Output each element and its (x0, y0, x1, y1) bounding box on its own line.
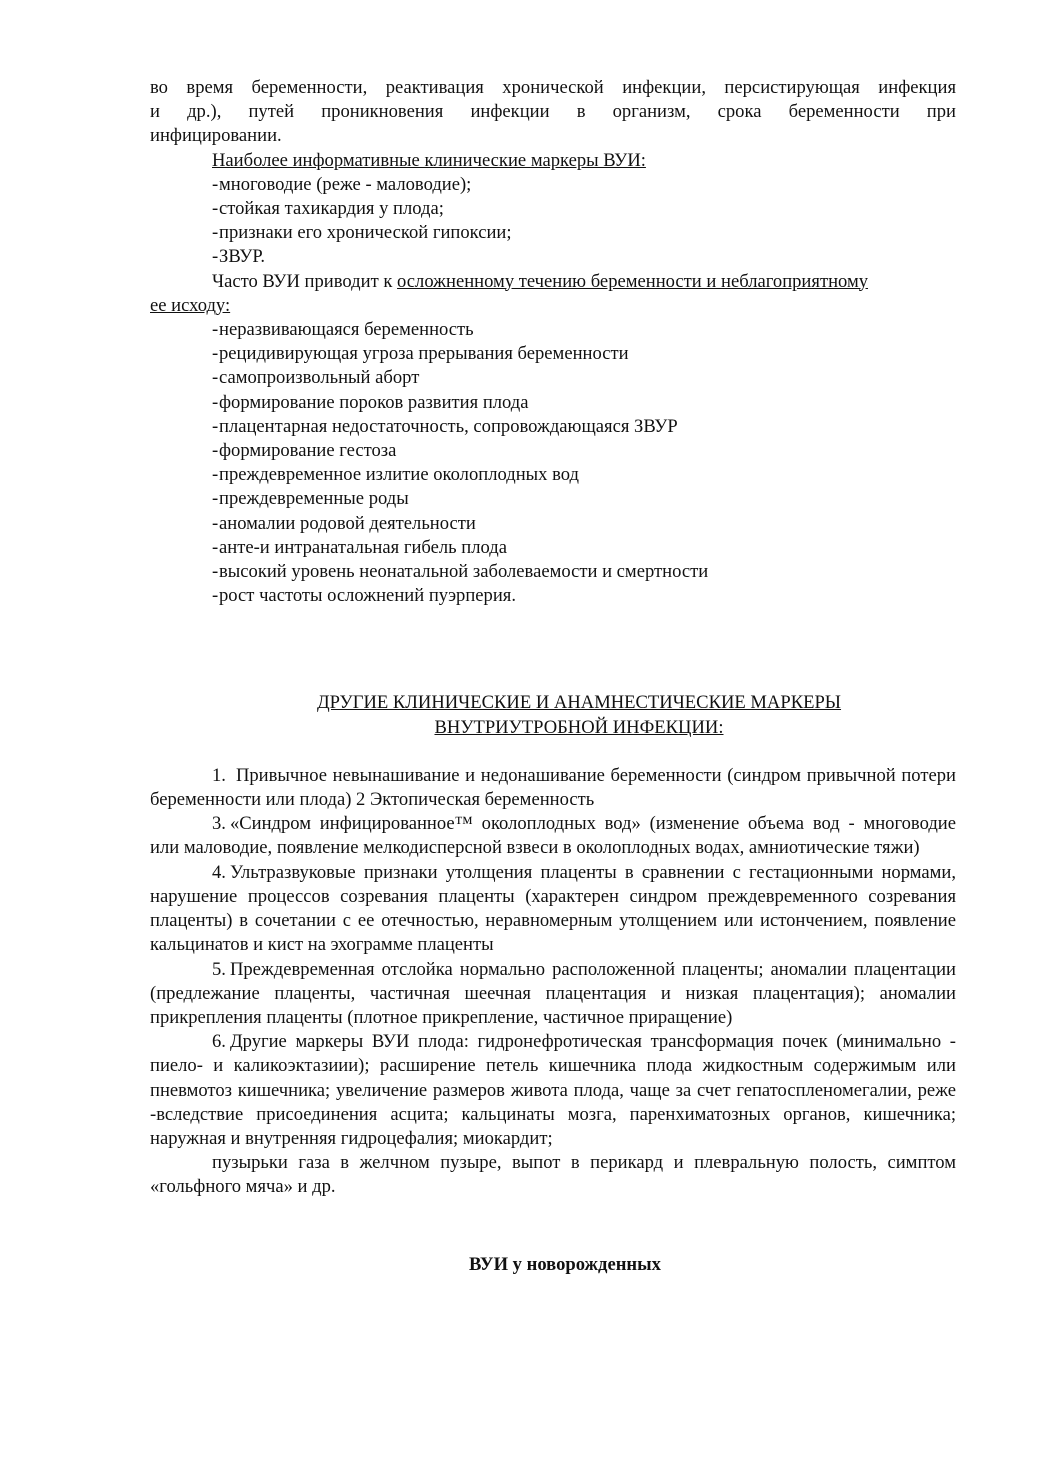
list-item: -стойкая тахикардия у плода; (212, 198, 444, 220)
intro-line (150, 124, 956, 148)
markers-list (150, 173, 956, 270)
list-item: -анте-и интранатальная гибель плода (212, 536, 507, 558)
next-section-heading: ВУИ у новорожденных (469, 1253, 661, 1275)
list-item: -ЗВУР. (212, 246, 266, 268)
list-item: -преждевременное излитие околоплодных вод (212, 464, 579, 486)
intro-line (150, 100, 956, 124)
outcomes-intro: Часто ВУИ приводит к осложненному течению беременности и неблагоприятному (212, 270, 869, 292)
numbered-paragraph: 5. Преждевременная отслойка нормально расположенной плаценты; аномалии плацентации (предлежание плаценты, частичная шеечная плацентация и низкая плацентация); аномалии прикрепления плаценты (плотное прикрепление, частичное приращение) (150, 958, 956, 1028)
numbered-paragraph: 1. Привычное невынашивание и недонашивание беременности (синдром привычной потери беременности или плода) 2 Эктопическая беременность (150, 764, 956, 811)
list-item: -самопроизвольный аборт (212, 367, 420, 389)
markers-title: Наиболее информативные клинические маркеры ВУИ: (212, 149, 646, 171)
outcomes-intro-cont: ее исходу: (150, 294, 231, 316)
intro-text-3: инфицировании. (150, 125, 282, 147)
numbered-paragraph: 6. Другие маркеры ВУИ плода: гидронефротическая трансформация почек (минимально - пиело- и каликоэктазиии); расширение петель кишечника плода жидкостным содержимым или пневмотоз кишечника; увеличение размеров живота плода, чаще за счет гепатоспленомегалии, реже -вследствие присоединения асцита; кальцинаты мозга, паренхиматозных органов, кишечника; наружная и внутренняя гидроцефалия; миокардит; (150, 1031, 956, 1149)
section-heading-line-1: ДРУГИЕ КЛИНИЧЕСКИЕ И АНАМНЕСТИЧЕСКИЕ МАРКЕРЫ (316, 692, 842, 714)
list-item: -многоводие (реже - маловодие); (212, 173, 472, 195)
paragraph-tail: пузырьки газа в желчном пузыре, выпот в перикард и плевральную полость, симптом «гольфного мяча» и др. (150, 1152, 956, 1198)
list-item: -формирование гестоза (212, 440, 397, 462)
markers-numbered-list (150, 764, 956, 1200)
document-page (150, 76, 956, 1277)
list-item: -аномалии родовой деятельности (212, 512, 476, 534)
section-heading (212, 691, 946, 739)
list-item: -рецидивирующая угроза прерывания беременности (212, 343, 629, 365)
list-item: -формирование пороков развития плода (212, 391, 529, 413)
numbered-paragraph: 3. «Синдром инфицированное™ околоплодных вод» (изменение объема вод - многоводие или маловодие, появление мелкодисперсной взвеси в околоплодных водах, амниотические тяжи) (150, 813, 956, 859)
intro-text-1: во время беременности, реактивация хронической инфекции, персистирующая инфекция (150, 77, 956, 98)
outcomes-list (150, 318, 956, 608)
list-item: -высокий уровень неонатальной заболеваемости и смертности (212, 561, 709, 583)
numbered-paragraph: 4. Ультразвуковые признаки утолщения плаценты в сравнении с гестационными нормами, нарушение процессов созревания плаценты (характерен синдром преждевременного созревания плаценты) в сочетании с ее отечностью, неравномерным утолщением или истончением, появление кальцинатов и кист на эхограмме плаценты (150, 861, 956, 956)
list-item: -признаки его хронической гипоксии; (212, 222, 512, 244)
section-heading-line-2: ВНУТРИУТРОБНОЙ ИНФЕКЦИИ: (434, 716, 724, 738)
intro-line (150, 76, 956, 100)
list-item: -неразвивающаяся беременность (212, 319, 474, 341)
list-item: -рост частоты осложнений пуэрперия. (212, 585, 516, 607)
intro-text-2: и др.), путей проникновения инфекции в организм, срока беременности при (150, 101, 956, 123)
list-item: -преждевременные роды (212, 488, 409, 510)
list-item: -плацентарная недостаточность, сопровождающаяся ЗВУР (212, 415, 678, 437)
